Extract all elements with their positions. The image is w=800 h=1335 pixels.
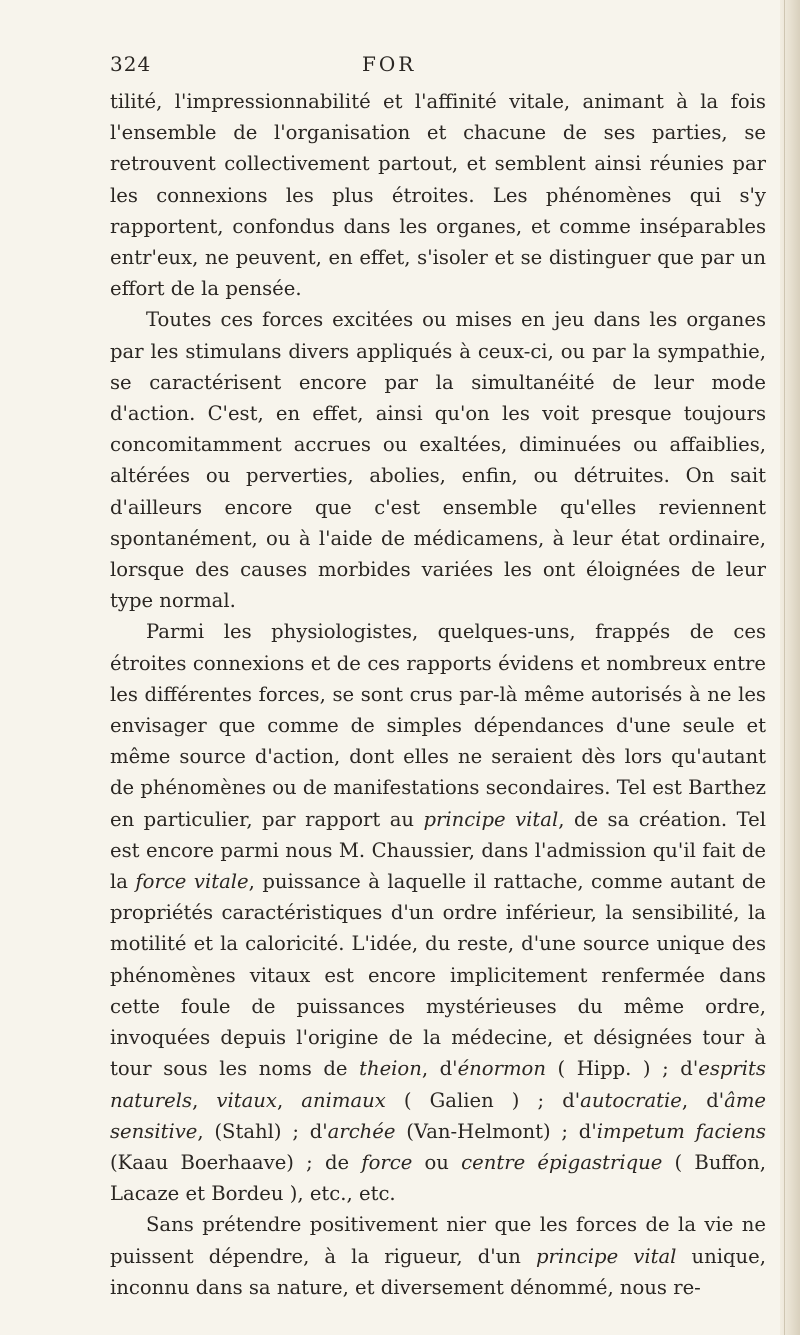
italic-term: autocratie	[580, 1088, 682, 1112]
italic-term: principe vital	[536, 1244, 677, 1268]
italic-term: force vitale	[135, 870, 249, 894]
running-head: FOR	[362, 52, 417, 76]
text-run: Sans prétendre positivement nier que les forces de la vie ne puissent dépendre, à la rigueur, d'un	[110, 1213, 766, 1268]
italic-term: âme sensitive	[110, 1088, 766, 1143]
italic-term: archée	[327, 1119, 396, 1143]
italic-term: centre épigastrique	[461, 1150, 663, 1174]
text-run: (Van-Helmont) ; d'	[395, 1119, 597, 1143]
paragraph-3	[110, 616, 766, 1209]
text-run: tilité, l'impressionnabilité et l'affinité vitale, animant à la fois l'ensemble de l'organisation et chacune de ses parties, se retrouvent collectivement partout, et semblent ainsi réunies par les connexions les plus étroites. Les phénomènes qui s'y rapportent, confondus dans les organes, et comme inséparables entr'eux, ne peuvent, en effet, s'isoler et se distinguer que par un effort de la pensée.	[110, 90, 766, 301]
italic-term: énormon	[457, 1057, 546, 1081]
paragraph-2	[110, 304, 766, 616]
text-run: ( Buffon, Lacaze et Bordeu ), etc., etc.	[110, 1150, 766, 1206]
text-run: ,	[276, 1088, 302, 1112]
text-run: , puissance à laquelle il rattache, comme autant de propriétés caractéristiques d'un ordre inférieur, la sensibilité, la motilité et la caloricité. L'idée, du reste, d'une source unique des phénomènes vitaux est encore implicitement renfermée dans cette foule de puissances mystérieuses du même ordre, invoquées depuis l'origine de la médecine, et désignées tour à tour sous les noms de	[110, 870, 766, 1081]
italic-term: impetum faciens	[596, 1119, 766, 1143]
italic-term: vitaux	[216, 1088, 277, 1112]
italic-term: force	[361, 1150, 413, 1174]
text-run: , de sa création. Tel est encore parmi nous M. Chaussier, dans l'admission qu'il fait de la	[110, 807, 767, 894]
page-edge	[780, 0, 800, 1335]
italic-term: animaux	[301, 1088, 386, 1112]
italic-term: esprits naturels	[110, 1057, 766, 1112]
text-run: unique, inconnu dans sa nature, et diversement dénommé, nous re-	[110, 1244, 766, 1299]
text-run: ( Galien ) ; d'	[385, 1088, 581, 1112]
page-number: 324	[110, 52, 152, 76]
text-run: ( Hipp. ) ; d'	[545, 1057, 699, 1081]
text-run: ,	[192, 1088, 217, 1112]
text-run: Parmi les physiologistes, quelques-uns, frappés de ces étroites connexions et de ces rapports évidens et nombreux entre les différentes forces, se sont crus par-là même autorisés à ne les envisager que comme de simples dépendances d'une seule et même source d'action, dont elles ne seraient dès lors qu'autant de phénomènes ou de manifestations secondaires. Tel est Barthez en particulier, par rapport au	[110, 620, 766, 831]
paragraph-1	[110, 86, 766, 304]
italic-term: principe vital	[423, 807, 559, 831]
text-run: , (Stahl) ; d'	[197, 1119, 328, 1143]
paragraph-4	[110, 1209, 766, 1303]
page-header	[110, 52, 750, 86]
italic-term: theion	[359, 1057, 422, 1081]
text-run: Toutes ces forces excitées ou mises en jeu dans les organes par les stimulans divers appliqués à ceux-ci, ou par la sympathie, se caractérisent encore par la simultanéité de leur mode d'action. C'est, en effet, ainsi qu'on les voit presque toujours concomitamment accrues ou exaltées, diminuées ou affaiblies, altérées ou perverties, abolies, enfin, ou détruites. On sait d'ailleurs encore que c'est ensemble qu'elles reviennent spontanément, ou à l'aide de médicamens, à leur état ordinaire, lorsque des causes morbides variées les ont éloignées de leur type normal.	[110, 308, 766, 613]
text-run: ou	[412, 1150, 462, 1174]
text-run: , d'	[421, 1057, 458, 1081]
body-text	[110, 86, 766, 1303]
text-run: (Kaau Boerhaave) ; de	[110, 1150, 362, 1174]
text-run: , d'	[681, 1088, 725, 1112]
